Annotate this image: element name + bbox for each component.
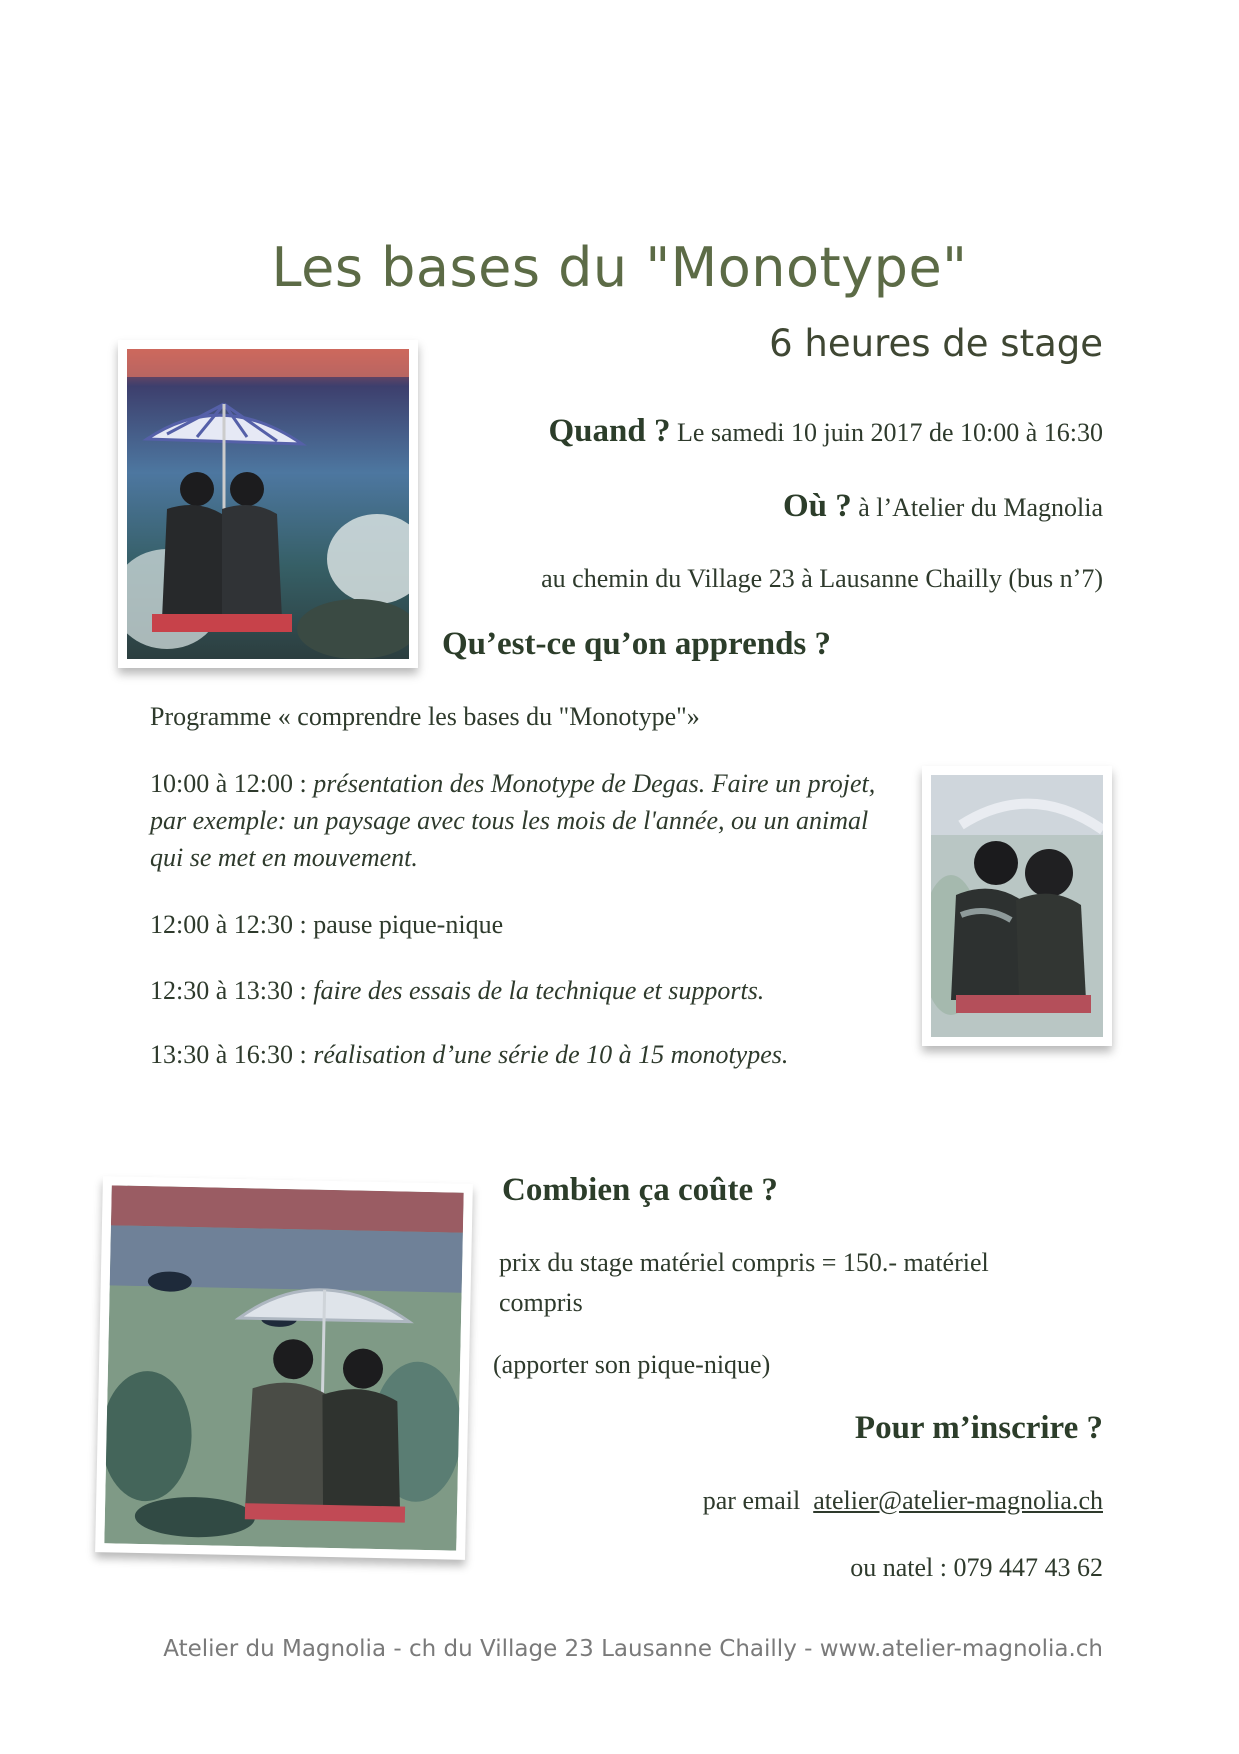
schedule-item-3 <box>150 972 905 1009</box>
where-label: Où ? <box>782 488 852 524</box>
monotype-image-2 <box>922 766 1112 1046</box>
email-prefix: par email <box>702 1486 801 1515</box>
where-address: au chemin du Village 23 à Lausanne Chailly (bus n’7) <box>541 564 1103 593</box>
schedule-item-2 <box>150 906 905 943</box>
page-subtitle: 6 heures de stage <box>769 322 1103 365</box>
when-label: Quand ? <box>548 413 671 449</box>
schedule-desc: faire des essais de la technique et supports. <box>313 976 765 1005</box>
cost-price-line-2: compris <box>499 1288 583 1317</box>
schedule-item-4 <box>150 1036 905 1073</box>
schedule-item-1 <box>150 765 905 876</box>
when-line <box>548 413 1103 450</box>
cost-price-line-1: prix du stage matériel compris = 150.- matériel <box>499 1248 989 1277</box>
schedule-desc: réalisation d’une série de 10 à 15 monotypes. <box>313 1040 789 1069</box>
schedule-time: 12:00 à 12:30 : <box>150 910 314 939</box>
schedule-time: 12:30 à 13:30 : <box>150 976 314 1005</box>
register-email-line <box>703 1486 1103 1516</box>
page-title: Les bases du "Monotype" <box>271 236 968 299</box>
register-phone: ou natel : 079 447 43 62 <box>850 1553 1103 1582</box>
where-line <box>783 488 1103 525</box>
when-text: Le samedi 10 juin 2017 de 10:00 à 16:30 <box>676 418 1103 447</box>
where-text: à l’Atelier du Magnolia <box>858 493 1103 522</box>
learn-heading: Qu’est-ce qu’on apprends ? <box>442 626 832 662</box>
monotype-image-1 <box>118 340 418 668</box>
cost-heading: Combien ça coûte ? <box>502 1172 778 1208</box>
programme-title: Programme « comprendre les bases du "Monotype"» <box>150 702 700 731</box>
footer: Atelier du Magnolia - ch du Village 23 Lausanne Chailly - www.atelier-magnolia.ch <box>163 1636 1103 1662</box>
schedule-time: 10:00 à 12:00 : <box>150 769 314 798</box>
schedule-desc: pause pique-nique <box>313 910 504 939</box>
monotype-image-3 <box>95 1176 473 1560</box>
register-heading: Pour m’inscrire ? <box>854 1410 1103 1446</box>
cost-note: (apporter son pique-nique) <box>493 1350 771 1379</box>
schedule-time: 13:30 à 16:30 : <box>150 1040 314 1069</box>
email-link[interactable]: atelier@atelier-magnolia.ch <box>813 1486 1103 1515</box>
schedule-desc: présentation des Monotype de Degas. Faire un projet, par exemple: un paysage avec tous les mois de l'année, ou un animal qui se met en mouvement. <box>150 769 876 872</box>
